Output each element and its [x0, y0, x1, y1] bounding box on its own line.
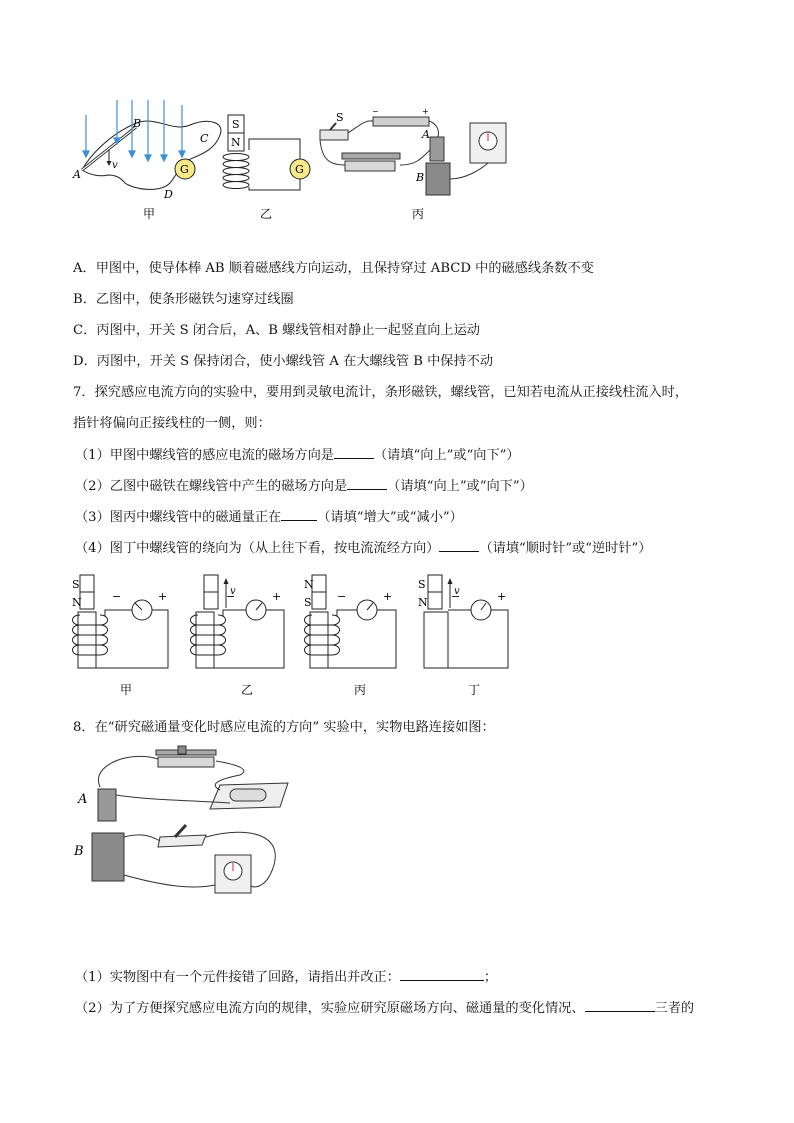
svg-text:N: N [231, 136, 241, 149]
svg-text:C: C [200, 132, 209, 145]
answer-blank[interactable] [334, 446, 374, 459]
svg-text:N: N [418, 596, 428, 609]
q7-part-2: （2）乙图中磁铁在螺线管中产生的磁场方向是 （请填“向上”或“向下”） [75, 479, 533, 494]
answer-blank[interactable] [400, 968, 484, 981]
fig6-label-1: 乙 [260, 207, 273, 221]
q6-option-c: C．丙图中，开关 S 闭合后，A、B 螺线管相对静止一起竖直向上运动 [73, 323, 480, 338]
answer-blank[interactable] [281, 508, 317, 521]
q8-figure [70, 745, 300, 895]
svg-text:N: N [72, 596, 82, 609]
svg-text:B: B [133, 117, 142, 130]
svg-text:S: S [304, 596, 312, 609]
label-a: A [78, 792, 88, 807]
svg-text:B: B [416, 171, 425, 184]
svg-text:v: v [112, 160, 118, 171]
answer-blank[interactable] [347, 477, 387, 490]
q7-part-3: （3）图丙中螺线管中的磁通量正在 （请填“增大”或“减小”） [75, 510, 463, 525]
answer-blank[interactable] [585, 999, 655, 1012]
q8-part-2: （2）为了方便探究感应电流方向的规律，实验应研究原磁场方向、磁通量的变化情况、 三者的 [75, 1001, 695, 1016]
svg-text:G: G [295, 163, 304, 176]
fig7-jia [72, 575, 168, 668]
svg-text:−: − [372, 107, 379, 116]
q7-part-4: （4）图丁中螺线管的绕向为（从上往下看，按电流流经方向） （请填“顺时针”或“逆时针”） [75, 541, 652, 556]
q6-option-d: D．丙图中，开关 S 保持闭合，使小螺线管 A 在大螺线管 B 中保持不动 [73, 354, 494, 369]
fig7-label-0: 甲 [120, 683, 133, 697]
q7-part-1: （1）甲图中螺线管的感应电流的磁场方向是 （请填“向上”或“向下”） [75, 448, 520, 463]
svg-text:S: S [72, 578, 80, 591]
fig7-yi [191, 575, 285, 668]
q7-figure [70, 570, 520, 700]
fig-bing [320, 107, 506, 195]
fig7-label-2: 丙 [354, 683, 367, 697]
answer-blank[interactable] [439, 539, 479, 552]
svg-text:A: A [73, 168, 81, 181]
svg-text:D: D [164, 188, 173, 201]
svg-text:S: S [336, 111, 344, 124]
q6-option-a: A．甲图中，使导体棒 AB 顺着磁感线方向运动，且保持穿过 ABCD 中的磁感线条数不变 [73, 261, 594, 276]
svg-text:G: G [180, 163, 189, 176]
svg-text:S: S [418, 578, 426, 591]
q8-stem: 8．在“研究磁通量变化时感应电流的方向” 实验中，实物电路连接如图： [73, 720, 495, 735]
q8-part-1: （1）实物图中有一个元件接错了回路，请指出并改正： ； [75, 970, 498, 985]
fig7-label-3: 丁 [468, 683, 481, 697]
q7-stem-line1: 7．探究感应电流方向的实验中，要用到灵敏电流计，条形磁铁，螺线管，已知若电流从正接线柱流入时， [73, 385, 689, 400]
fig7-ding [418, 575, 508, 668]
fig7-bing [304, 575, 396, 668]
label-b: B [74, 844, 84, 859]
q6-option-b: B．乙图中，使条形磁铁匀速穿过线圈 [73, 292, 294, 307]
svg-text:+: + [422, 107, 429, 116]
fig-yi [223, 115, 310, 190]
svg-text:N: N [304, 578, 314, 591]
fig6-label-0: 甲 [143, 207, 156, 221]
fig7-label-1: 乙 [241, 683, 254, 697]
fig6-label-2: 丙 [412, 207, 425, 221]
svg-text:S: S [232, 118, 240, 131]
q7-stem-line2: 指针将偏向正接线柱的一侧，则： [73, 416, 271, 431]
svg-text:A: A [422, 128, 430, 141]
q6-figure [60, 95, 530, 225]
fig-jia [72, 100, 221, 201]
